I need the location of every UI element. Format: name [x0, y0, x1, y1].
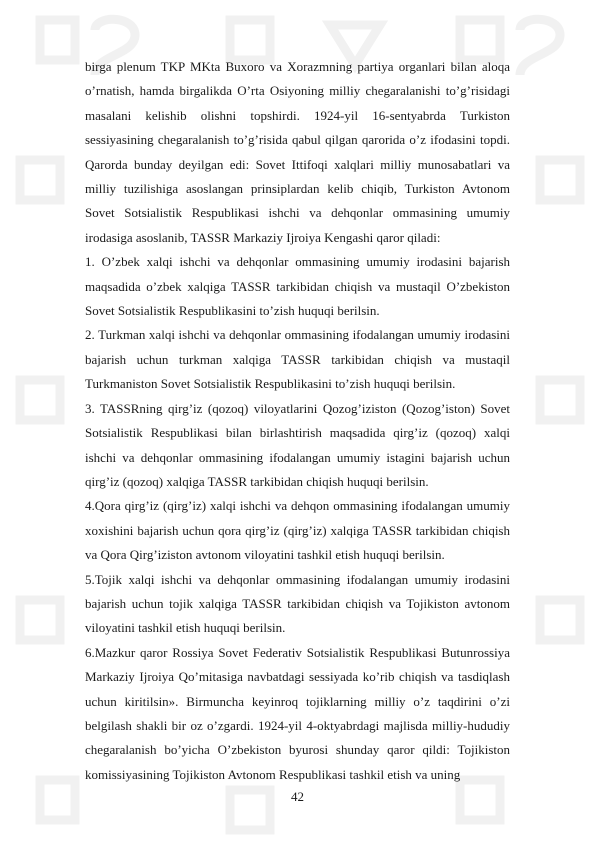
paragraph-intro: birga plenum TKP MKta Buxoro va Xorazmning partiya organlari bilan aloqa o’rnatish, hamda birgalikda O’rta Osiyoning milliy chegaralanishi to’g’risidagi masalani kelishib olishni topshirdi. 1924-yil 16-sentyabrda Turkiston sessiyasining chegaralanish to’g’risida qabul qilgan qarorida o’z ifodasini topdi. Qarorda bunday deyilgan edi: Sovet Ittifoqi xalqlari milliy munosabatlari va milliy tuzilishiga asoslangan prinsiplardan kelib chiqib, Turkiston Avtonom Sovet Sotsialistik Respublikasi ishchi va dehqonlar ommasining umumiy irodasiga asoslanib, TASSR Markaziy Ijroiya Kengashi qaror qiladi: — [85, 59, 510, 245]
paragraph-item-5: 5.Tojik xalqi ishchi va dehqonlar ommasining ifodalangan umumiy irodasini bajarish uchun tojik xalqiga TASSR tarkibidan chiqish va Tojikiston avtonom viloyatini tashkil etish huquqi berilsin. — [85, 571, 510, 636]
paragraph-item-1: 1. O’zbek xalqi ishchi va dehqonlar ommasining umumiy irodasini bajarish maqsadida o’zbek xalqiga TASSR tarkibidan chiqish va mustaqil O’zbekiston Sovet Sotsialistik Respublikasini to’zish huquqi berilsin. — [85, 254, 510, 319]
paragraph-item-4: 4.Qora qirg’iz (qirg’iz) xalqi ishchi va dehqon ommasining ifodalangan umumiy xoxishini bajarish uchun qora qirg’iz (qirg’iz) xalqiga TASSR tarkibidan chiqish va Qora Qirg’iziston avtonom viloyatini tashkil etish huquqi berilsin. — [85, 498, 510, 563]
page-number: 42 — [291, 789, 304, 804]
paragraph-item-6: 6.Mazkur qaror Rossiya Sovet Federativ Sotsialistik Respublikasi Butunrossiya Markaziy Ijroiya Qo’mitasiga navbatdagi sessiyada ko’rib chiqish va tasdiqlash uchun kiritilsin». Birmuncha keyinroq tojiklarning milliy o’z taqdirini o’zi belgilash shakli bir oz o’zgardi. 1924-yil 4-oktyabrdagi majlisda milliy-hududiy chegaralanish bo’yicha O’zbekiston byurosi shunday qaror qildi: Tojikiston komissiyasining Tojikiston Avtonom Respublikasi tashkil etish va uning — [85, 644, 510, 782]
body-text — [85, 55, 510, 787]
paragraph-item-3: 3. TASSRning qirg’iz (qozoq) viloyatlarini Qozog’iziston (Qozog’iston) Sovet Sotsialistik Respublikasi bilan birlashtirish maqsadida qirg’iz (qozoq) xalqi ishchi va dehqonlar ommasining ifodalangan umumiy istagini bajarish uchun qirg’iz (qozoq) xalqiga TASSR tarkibidan chiqish huquqi berilsin. — [85, 400, 510, 489]
paragraph-item-2: 2. Turkman xalqi ishchi va dehqonlar ommasining ifodalangan umumiy irodasini bajarish uchun turkman xalqiga TASSR tarkibidan chiqish va mustaqil Turkmaniston Sovet Sotsialistik Respublikasini to’zish huquqi berilsin. — [85, 327, 510, 392]
